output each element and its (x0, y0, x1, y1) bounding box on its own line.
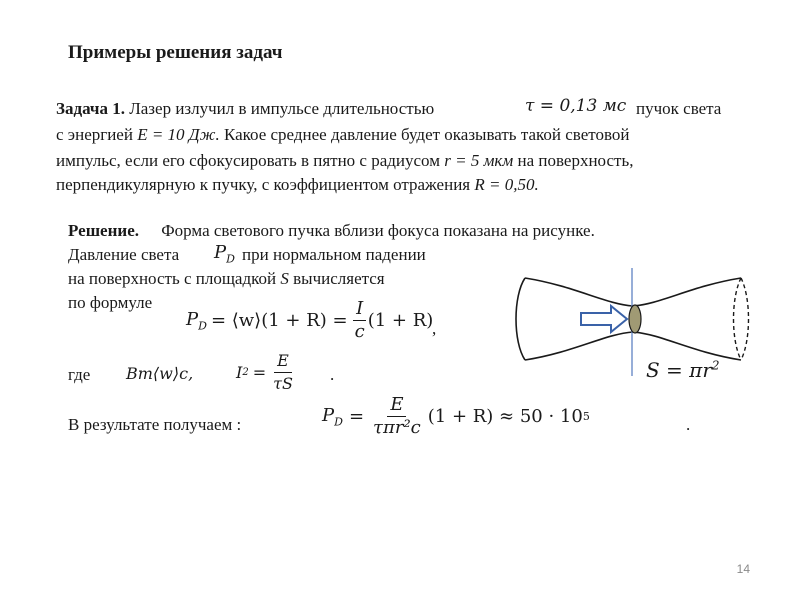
solution-line-1 (68, 220, 595, 242)
where-label: где (68, 365, 91, 384)
result-eq: = (348, 406, 365, 427)
beam-diagram (505, 268, 765, 378)
solution-text-3a: на поверхность с площадкой (68, 269, 277, 288)
pressure-formula (186, 298, 433, 343)
where-dot: . (330, 365, 335, 384)
result-num: E (387, 394, 406, 417)
problem-text-4a: перпендикулярную к пучку, с коэффициентом отражения (56, 175, 471, 194)
result-label: В результате получаем : (68, 415, 242, 434)
beam-lower-edge (525, 332, 741, 360)
formula-comma: , (432, 319, 437, 338)
pd-letter: P (214, 242, 227, 263)
formula-lhs-sub: D (198, 319, 207, 333)
pd-subscript: D (226, 252, 235, 266)
beam-upper-edge (525, 278, 741, 306)
beam-right-end-front (741, 278, 749, 360)
result-fraction (370, 394, 424, 439)
result-den: τπr²c (373, 417, 421, 438)
solution-text-2a: Давление света (68, 245, 180, 264)
problem-text-1a: Лазер излучил в импульсе длительностью (129, 99, 435, 118)
solution-text-4: по формуле (68, 293, 153, 312)
problem-label: Задача 1. (56, 99, 125, 118)
formula-den: c (354, 321, 365, 342)
intensity-i: I (236, 363, 243, 382)
problem-text-2a: с энергией (56, 125, 133, 144)
formula-fraction (352, 298, 368, 343)
formula-rhs: (1 + R) (367, 310, 434, 331)
formula-num: I (353, 298, 366, 321)
problem-text-1b: пучок света (636, 99, 722, 118)
intensity-num: E (274, 350, 292, 373)
formula-mid: = ⟨w⟩(1 + R) = (210, 310, 348, 331)
solution-text-2b: при нормальном падении (242, 245, 426, 264)
intensity-exp: 2 (242, 367, 249, 378)
light-direction-arrow-icon (581, 306, 627, 332)
focal-spot (629, 305, 641, 333)
result-lhs (322, 405, 343, 429)
reflect-value: R = 0,50. (474, 175, 539, 194)
intensity-fraction (270, 350, 296, 395)
area-formula-text: S = πr (646, 358, 712, 382)
pd-symbol (214, 242, 235, 266)
problem-line-1 (56, 98, 434, 120)
beam-left-end (516, 278, 525, 360)
problem-line-4 (56, 174, 539, 196)
solution-line-3 (68, 268, 385, 290)
formula-lhs-letter: P (186, 308, 199, 330)
solution-text-1: Форма светового пучка вблизи фокуса показана на рисунке. (161, 221, 595, 240)
intensity-den: τS (273, 374, 293, 393)
beam-right-end-back (734, 278, 742, 360)
radius-value: r = 5 мкм (444, 151, 514, 170)
result-exp: 5 (582, 410, 590, 423)
intensity-eq: = (252, 363, 267, 382)
result-lhs-letter: P (322, 404, 335, 426)
area-formula-exp: 2 (711, 358, 720, 373)
result-dot: . (686, 415, 691, 434)
solution-label: Решение. (68, 221, 139, 240)
slide-title: Примеры решения задач (68, 42, 283, 63)
problem-line-2 (56, 124, 629, 146)
intensity-formula (236, 350, 296, 395)
energy-value: E = 10 Дж. (137, 125, 220, 144)
surface-s: S (280, 269, 289, 288)
solution-text-3b: вычисляется (293, 269, 385, 288)
where-formula: Bm⟨w⟩c, (126, 364, 194, 383)
problem-text-3a: импульс, если его сфокусировать в пятно с радиусом (56, 151, 440, 170)
area-formula (646, 358, 720, 382)
tau-formula: τ = 0,13 мс (525, 96, 627, 116)
result-lhs-sub: D (334, 415, 343, 429)
result-rhs: (1 + R) ≈ 50 · 10 (427, 406, 583, 427)
formula-lhs (186, 309, 207, 333)
problem-text-2b: Какое среднее давление будет оказывать такой световой (223, 125, 630, 144)
page-number: 14 (736, 562, 750, 576)
problem-line-3 (56, 150, 633, 172)
result-formula (322, 394, 590, 439)
problem-text-3b: на поверхность, (517, 151, 634, 170)
